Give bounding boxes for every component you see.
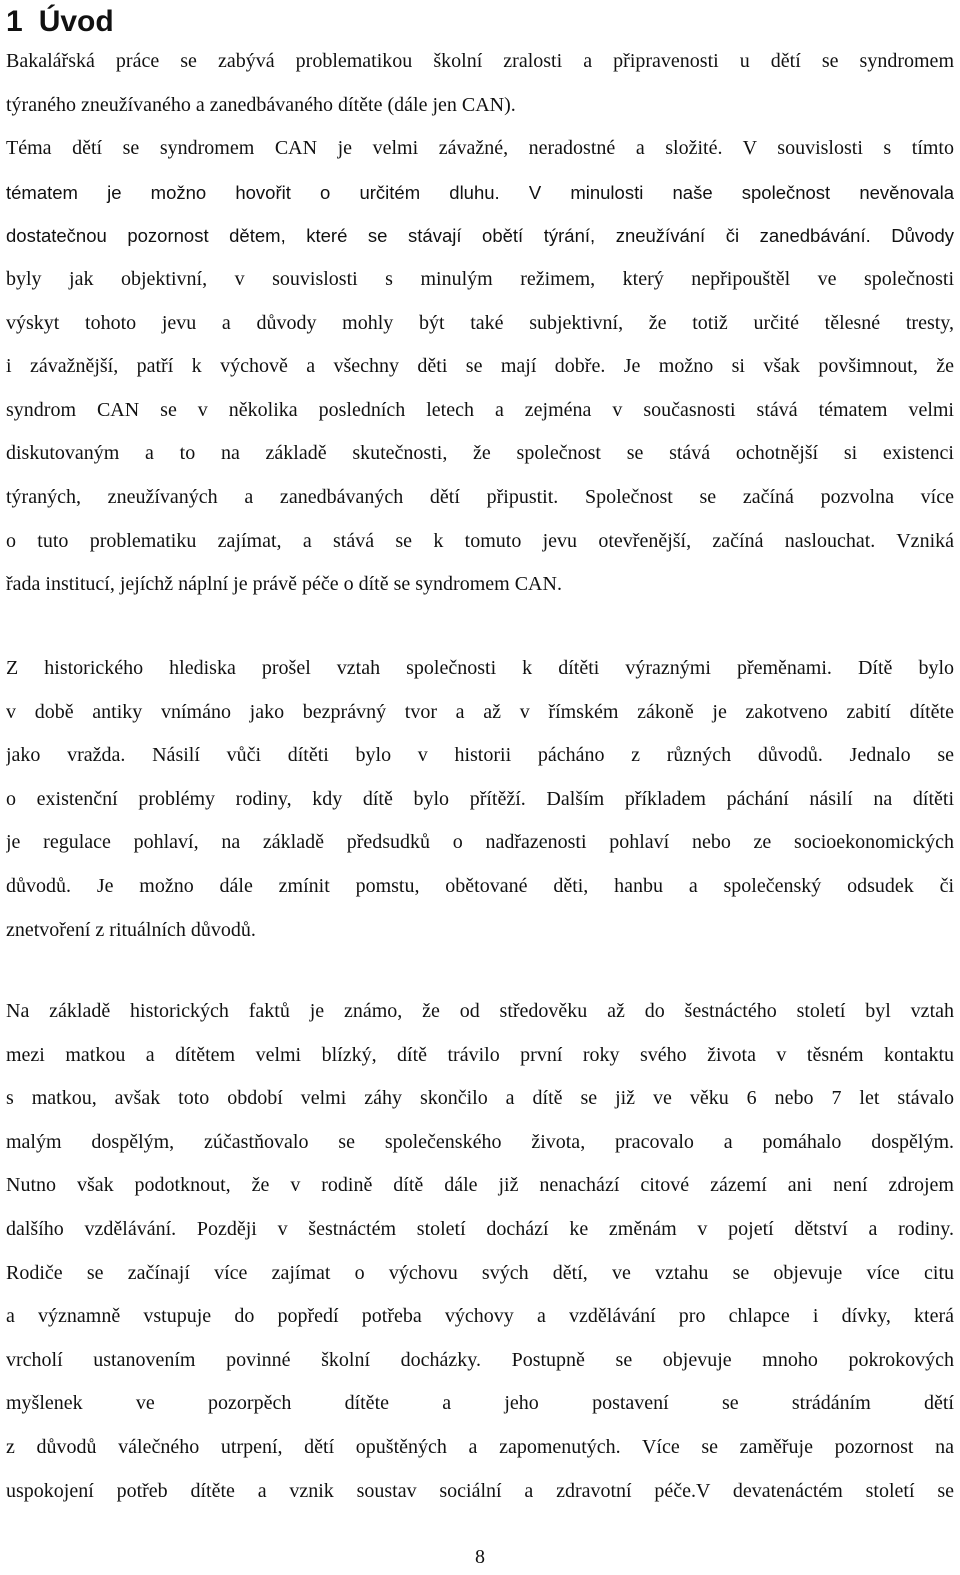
text-line: mezi matkou a dítětem velmi blízký, dítě trávilo první roky svého života v těsném kontaktu <box>6 1043 954 1066</box>
text-line: myšlenek ve pozorpěch dítěte a jeho postavení se strádáním dětí <box>6 1392 954 1415</box>
text-line: vrcholí ustanovením povinné školní docházky. Postupně se objevuje mnoho pokrokových <box>6 1348 954 1371</box>
text-line: dalšího vzdělávání. Později v šestnáctém století dochází ke změnám v pojetí dětství a rodiny. <box>6 1217 954 1240</box>
text-line: diskutovaným a to na základě skutečnosti, že společnost se stává ochotnější si existenci <box>6 442 954 465</box>
text-line: syndrom CAN se v několika posledních letech a zejména v současnosti stává tématem velmi <box>6 398 954 421</box>
text-line: malým dospělým, zúčastňovalo se společenského života, pracovalo a pomáhalo dospělým. <box>6 1130 954 1153</box>
text-line: Nutno však podotknout, že v rodině dítě dále již nenachází citové zázemí ani není zdrojem <box>6 1174 954 1197</box>
text-line: o existenční problémy rodiny, kdy dítě bylo přítěží. Dalším příkladem páchání násilí na dítěti <box>6 787 954 810</box>
text-line: a významně vstupuje do popředí potřeba výchovy a vzdělávání pro chlapce i dívky, která <box>6 1305 954 1328</box>
text-line: Bakalářská práce se zabývá problematikou školní zralosti a připravenosti u dětí se syndromem <box>6 50 954 72</box>
text-line: dostatečnou pozornost dětem, které se stávají obětí týrání, zneužívání či zanedbávání. Důvody <box>6 225 954 247</box>
text-line: týraného zneužívaného a zanedbávaného dítěte (dále jen CAN). <box>6 93 516 116</box>
text-line: o tuto problematiku zajímat, a stává se k tomuto jevu otevřenější, začíná naslouchat. Vzniká <box>6 529 954 552</box>
text-line: Na základě historických faktů je známo, že od středověku až do šestnáctého století byl vztah <box>6 1000 954 1022</box>
text-line: Téma dětí se syndromem CAN je velmi závažné, neradostné a složité. V souvislosti s tímto <box>6 137 954 160</box>
chapter-number: 1 <box>6 5 23 38</box>
text-line: výskyt tohoto jevu a důvody mohly být také subjektivní, že totiž určité tělesné tresty, <box>6 311 954 334</box>
text-line: týraných, zneužívaných a zanedbávaných dětí připustit. Společnost se začíná pozvolna více <box>6 485 954 508</box>
text-line: znetvoření z rituálních důvodů. <box>6 918 256 941</box>
paragraph-intro <box>6 40 954 607</box>
text-line: v době antiky vnímáno jako bezprávný tvor a až v římském zákoně je zakotveno zabití dítěte <box>6 700 954 723</box>
paragraph-history <box>6 647 954 952</box>
text-line: s matkou, avšak toto období velmi záhy skončilo a dítě se již ve věku 6 nebo 7 let stávalo <box>6 1087 954 1110</box>
text-line: byly jak objektivní, v souvislosti s minulým režimem, který nepřipouštěl ve společnosti <box>6 267 954 290</box>
chapter-title: Úvod <box>38 5 114 38</box>
text-line: i závažnější, patří k výchově a všechny děti se mají dobře. Je možno si však povšimnout, že <box>6 355 954 378</box>
text-line: důvodů. Je možno dále zmínit pomstu, obětované děti, hanbu a společenský odsudek či <box>6 874 954 897</box>
page-number: 8 <box>475 1546 485 1568</box>
chapter-heading <box>6 2 114 42</box>
text-line: uspokojení potřeb dítěte a vznik soustav sociální a zdravotní péče.V devatenáctém století se <box>6 1479 954 1502</box>
text-line: tématem je možno hovořit o určitém dluhu. V minulosti naše společnost nevěnovala <box>6 181 954 203</box>
paragraph-middle-ages <box>6 990 954 1513</box>
text-line: je regulace pohlaví, na základě předsudků o nadřazenosti pohlaví nebo ze socioekonomických <box>6 831 954 854</box>
text-line: řada institucí, jejíchž náplní je právě péče o dítě se syndromem CAN. <box>6 573 562 596</box>
text-line: z důvodů válečného utrpení, dětí opuštěných a zapomenutých. Více se zaměřuje pozornost na <box>6 1435 954 1458</box>
text-line: jako vražda. Násilí vůči dítěti bylo v historii pácháno z různých důvodů. Jednalo se <box>6 744 954 767</box>
text-line: Z historického hlediska prošel vztah společnosti k dítěti výraznými přeměnami. Dítě bylo <box>6 657 954 679</box>
text-line: Rodiče se začínají více zajímat o výchovu svých dětí, ve vztahu se objevuje více citu <box>6 1261 954 1284</box>
